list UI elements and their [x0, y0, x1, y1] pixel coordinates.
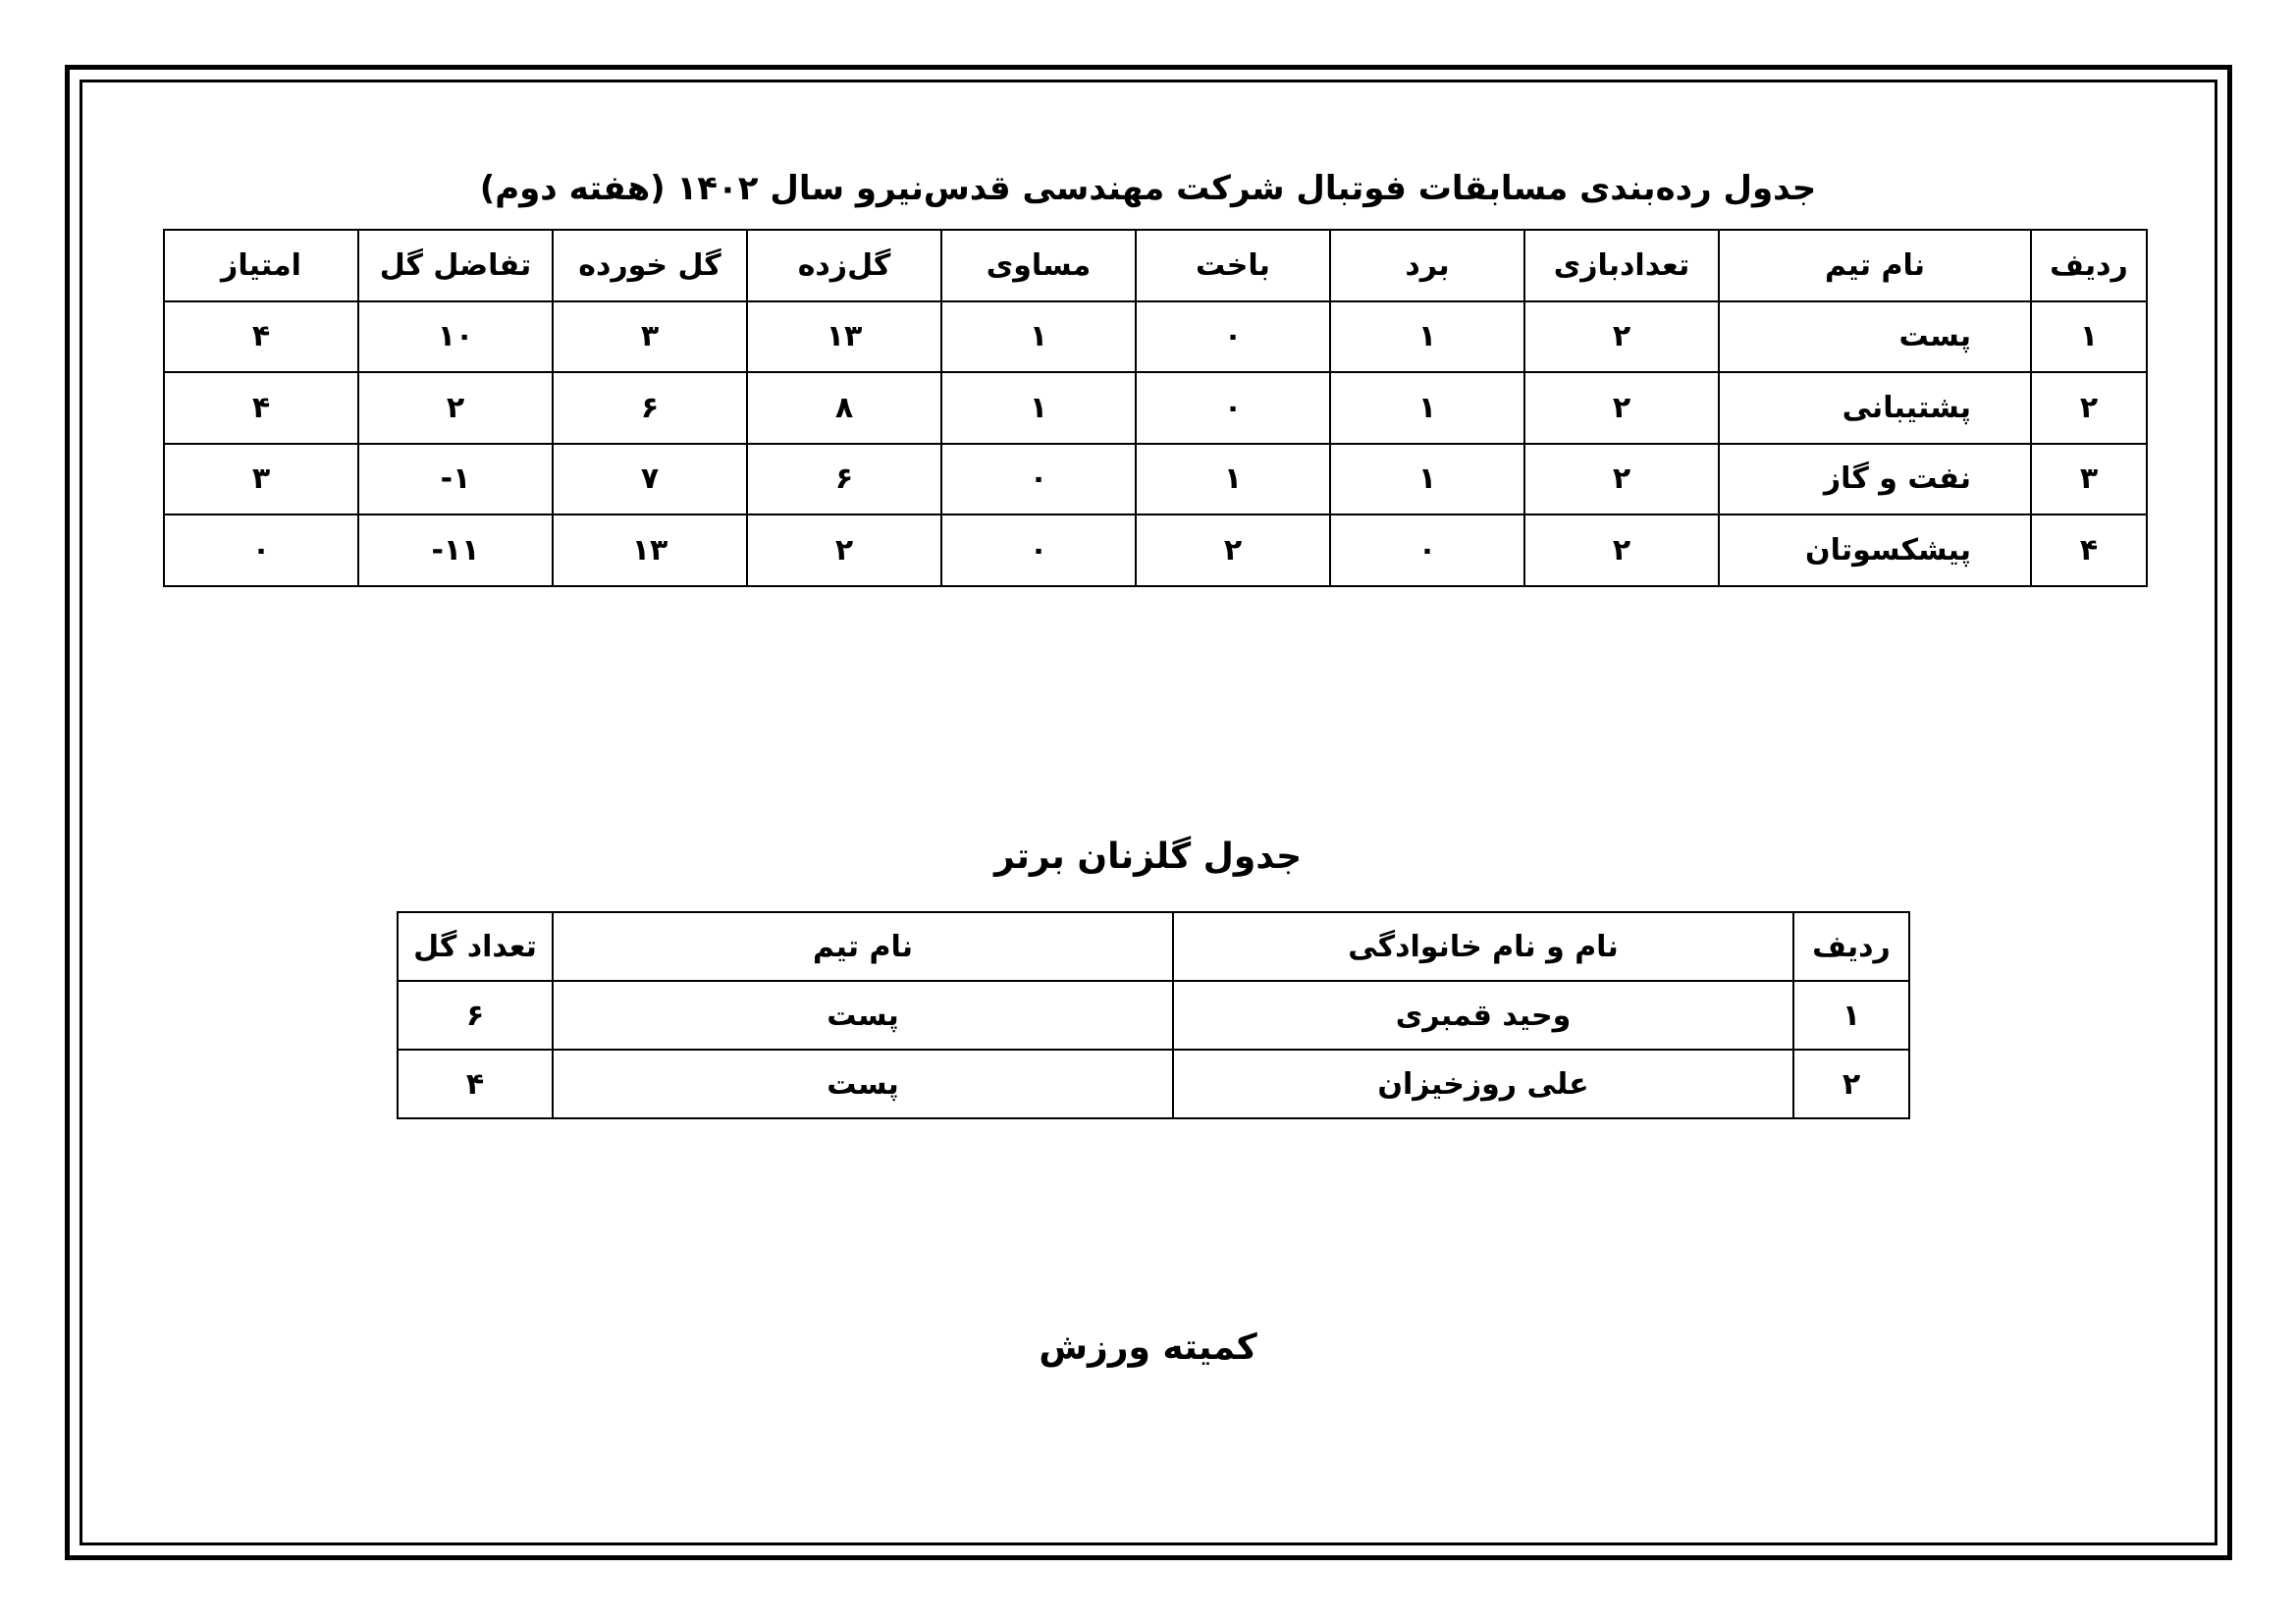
goals-against: ۷ — [553, 444, 747, 515]
header-played: تعدادبازی — [1524, 230, 1719, 301]
played: ۲ — [1524, 301, 1719, 373]
player-name: وحید قمبری — [1173, 981, 1793, 1050]
goals-for: ۸ — [747, 372, 941, 444]
drawn: ۰ — [941, 444, 1136, 515]
table-row — [164, 372, 2147, 444]
standings-header-row — [164, 230, 2147, 301]
team-name: پیشکسوتان — [1719, 514, 2031, 586]
played: ۲ — [1524, 372, 1719, 444]
table-row — [164, 444, 2147, 515]
won: ۰ — [1330, 514, 1524, 586]
team-name: نفت و گاز — [1719, 444, 2031, 515]
lost: ۲ — [1136, 514, 1330, 586]
header-won: برد — [1330, 230, 1524, 301]
goal-diff: ۱۱- — [358, 514, 553, 586]
points: ۰ — [164, 514, 358, 586]
header-team: نام تیم — [1719, 230, 2031, 301]
table-row — [164, 301, 2147, 373]
goal-count: ۴ — [398, 1050, 553, 1118]
played: ۲ — [1524, 444, 1719, 515]
lost: ۰ — [1136, 301, 1330, 373]
table-row — [398, 981, 1909, 1050]
drawn: ۱ — [941, 372, 1136, 444]
rank: ۳ — [2031, 444, 2147, 515]
header-rank: ردیف — [2031, 230, 2147, 301]
goals-against: ۳ — [553, 301, 747, 373]
goals-for: ۶ — [747, 444, 941, 515]
rank: ۱ — [2031, 301, 2147, 373]
header-goal-diff: تفاضل گل — [358, 230, 553, 301]
team-name: پشتیبانی — [1719, 372, 2031, 444]
signature: کمیته ورزش — [1039, 1327, 1257, 1368]
goal-diff: ۱۰ — [358, 301, 553, 373]
lost: ۰ — [1136, 372, 1330, 444]
drawn: ۱ — [941, 301, 1136, 373]
rank: ۲ — [1793, 1050, 1909, 1118]
header-goal-count: تعداد گل — [398, 912, 553, 981]
points: ۴ — [164, 372, 358, 444]
drawn: ۰ — [941, 514, 1136, 586]
player-name: علی روزخیزان — [1173, 1050, 1793, 1118]
goal-diff: ۲ — [358, 372, 553, 444]
points: ۴ — [164, 301, 358, 373]
scorers-table — [397, 911, 1910, 1119]
goals-against: ۶ — [553, 372, 747, 444]
header-drawn: مساوی — [941, 230, 1136, 301]
header-lost: باخت — [1136, 230, 1330, 301]
header-goals-against: گل خورده — [553, 230, 747, 301]
goal-diff: ۱- — [358, 444, 553, 515]
header-player-name: نام و نام خانوادگی — [1173, 912, 1793, 981]
team-name: پست — [1719, 301, 2031, 373]
header-rank: ردیف — [1793, 912, 1909, 981]
standings-title: جدول رده‌بندی مسابقات فوتبال شرکت مهندسی قدس‌نیرو سال ۱۴۰۲ (هفته دوم) — [479, 169, 1817, 208]
points: ۳ — [164, 444, 358, 515]
scorers-title: جدول گلزنان برتر — [993, 837, 1303, 877]
team-name: پست — [553, 981, 1173, 1050]
header-team: نام تیم — [553, 912, 1173, 981]
won: ۱ — [1330, 372, 1524, 444]
header-goals-for: گل‌زده — [747, 230, 941, 301]
goals-for: ۱۳ — [747, 301, 941, 373]
won: ۱ — [1330, 301, 1524, 373]
team-name: پست — [553, 1050, 1173, 1118]
lost: ۱ — [1136, 444, 1330, 515]
scorers-header-row — [398, 912, 1909, 981]
standings-table — [163, 229, 2148, 587]
played: ۲ — [1524, 514, 1719, 586]
table-row — [398, 1050, 1909, 1118]
table-row — [164, 514, 2147, 586]
rank: ۲ — [2031, 372, 2147, 444]
rank: ۱ — [1793, 981, 1909, 1050]
rank: ۴ — [2031, 514, 2147, 586]
goal-count: ۶ — [398, 981, 553, 1050]
won: ۱ — [1330, 444, 1524, 515]
goals-for: ۲ — [747, 514, 941, 586]
goals-against: ۱۳ — [553, 514, 747, 586]
header-points: امتیاز — [164, 230, 358, 301]
